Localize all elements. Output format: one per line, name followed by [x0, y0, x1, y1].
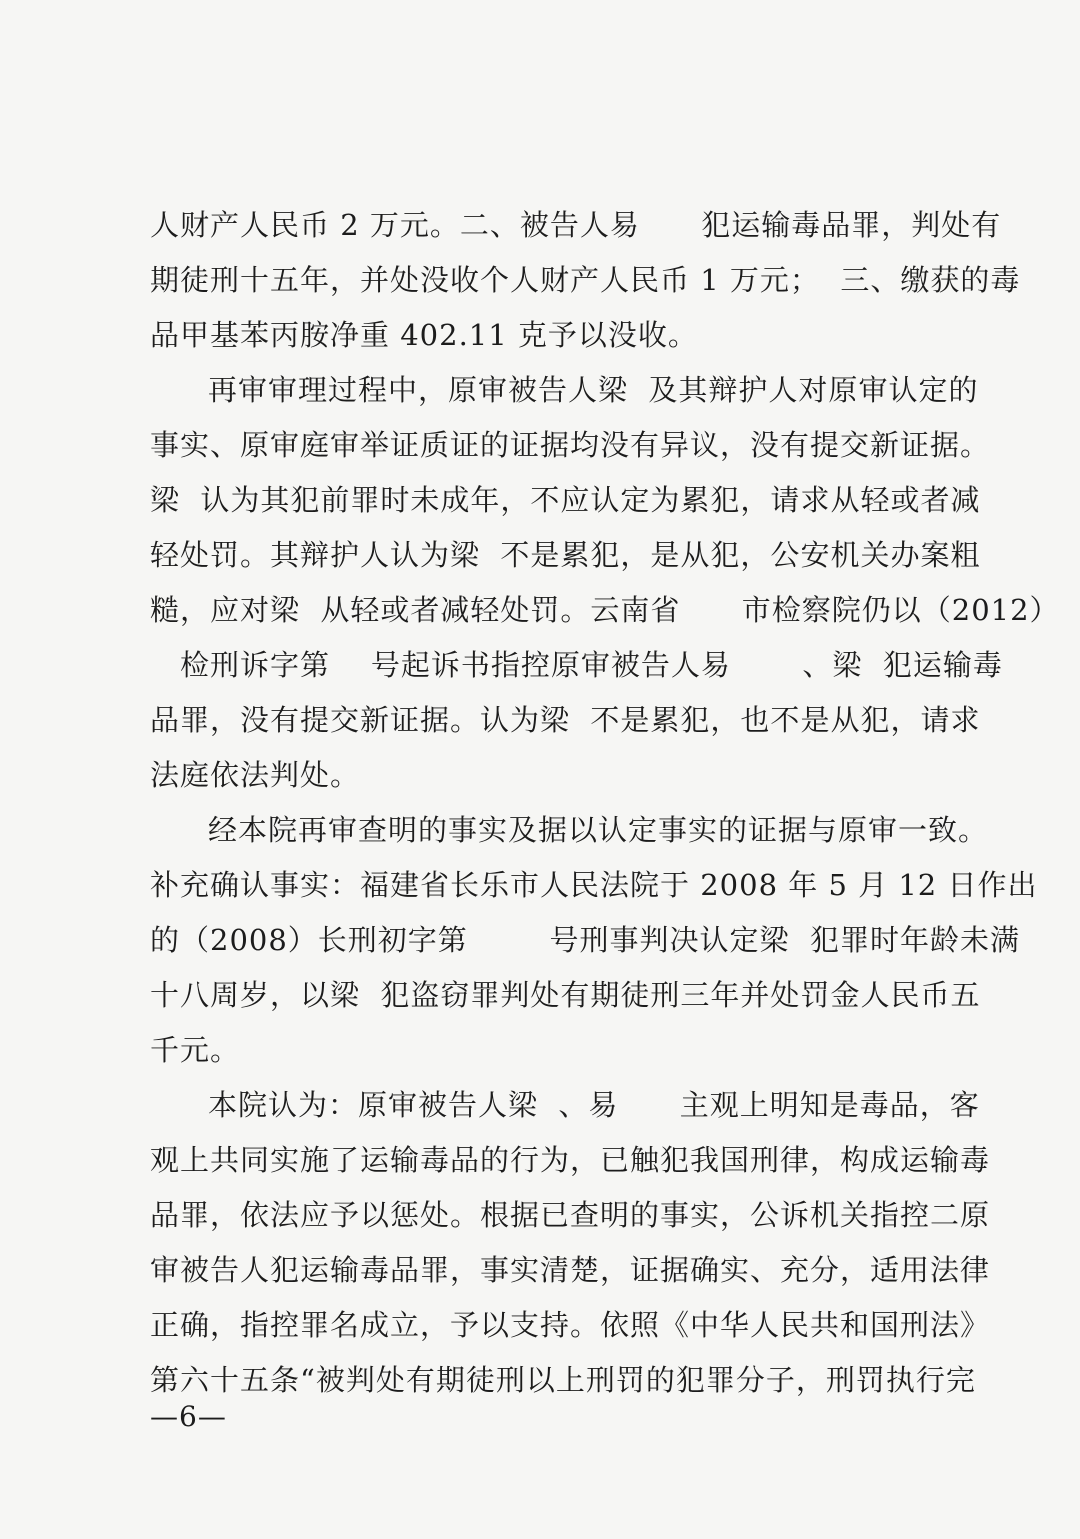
document-body	[150, 198, 1060, 1408]
text-line: 品罪，没有提交新证据。认为梁 不是累犯，也不是从犯，请求	[150, 703, 981, 737]
text-line: 十八周岁，以梁 犯盗窃罪判处有期徒刑三年并处罚金人民币五	[150, 978, 981, 1012]
text-line: 糙，应对梁 从轻或者减轻处罚。云南省 市检察院仍以（2012）	[150, 593, 1060, 627]
text-line: 轻处罚。其辩护人认为梁 不是累犯，是从犯，公安机关办案粗	[150, 538, 981, 572]
text-line: 补充确认事实：福建省长乐市人民法院于 2008 年 5 月 12 日作出	[150, 868, 1038, 902]
text-line: 千元。	[150, 1033, 241, 1067]
text-line: 的（2008）长刑初字第 号刑事判决认定梁 犯罪时年龄未满	[150, 923, 1020, 957]
text-line: 观上共同实施了运输毒品的行为，已触犯我国刑律，构成运输毒	[150, 1143, 991, 1177]
paragraph-start-line: 经本院再审查明的事实及据以认定事实的证据与原审一致。	[208, 813, 989, 847]
paragraph-start-line: 再审审理过程中，原审被告人梁 及其辩护人对原审认定的	[208, 373, 979, 407]
page-number: —6—	[150, 1400, 227, 1433]
text-line: 第六十五条“被判处有期徒刑以上刑罚的犯罪分子，刑罚执行完	[150, 1363, 976, 1397]
text-line: 期徒刑十五年，并处没收个人财产人民币 1 万元； 三、缴获的毒	[150, 263, 1021, 297]
text-line: 检刑诉字第 号起诉书指控原审被告人易 、梁 犯运输毒	[180, 648, 1003, 682]
text-line: 正确，指控罪名成立，予以支持。依照《中华人民共和国刑法》	[150, 1308, 991, 1342]
text-line: 法庭依法判处。	[150, 758, 361, 792]
paragraph-start-line: 本院认为：原审被告人梁 、易 主观上明知是毒品，客	[208, 1088, 980, 1122]
text-line: 事实、原审庭审举证质证的证据均没有异议，没有提交新证据。	[150, 428, 991, 462]
text-line: 审被告人犯运输毒品罪，事实清楚，证据确实、充分，适用法律	[150, 1253, 991, 1287]
text-line: 梁 认为其犯前罪时未成年，不应认定为累犯，请求从轻或者减	[150, 483, 981, 517]
text-line: 品甲基苯丙胺净重 402.11 克予以没收。	[150, 318, 698, 352]
text-line: 人财产人民币 2 万元。二、被告人易 犯运输毒品罪，判处有	[150, 208, 1002, 242]
text-line: 品罪，依法应予以惩处。根据已查明的事实，公诉机关指控二原	[150, 1198, 991, 1232]
